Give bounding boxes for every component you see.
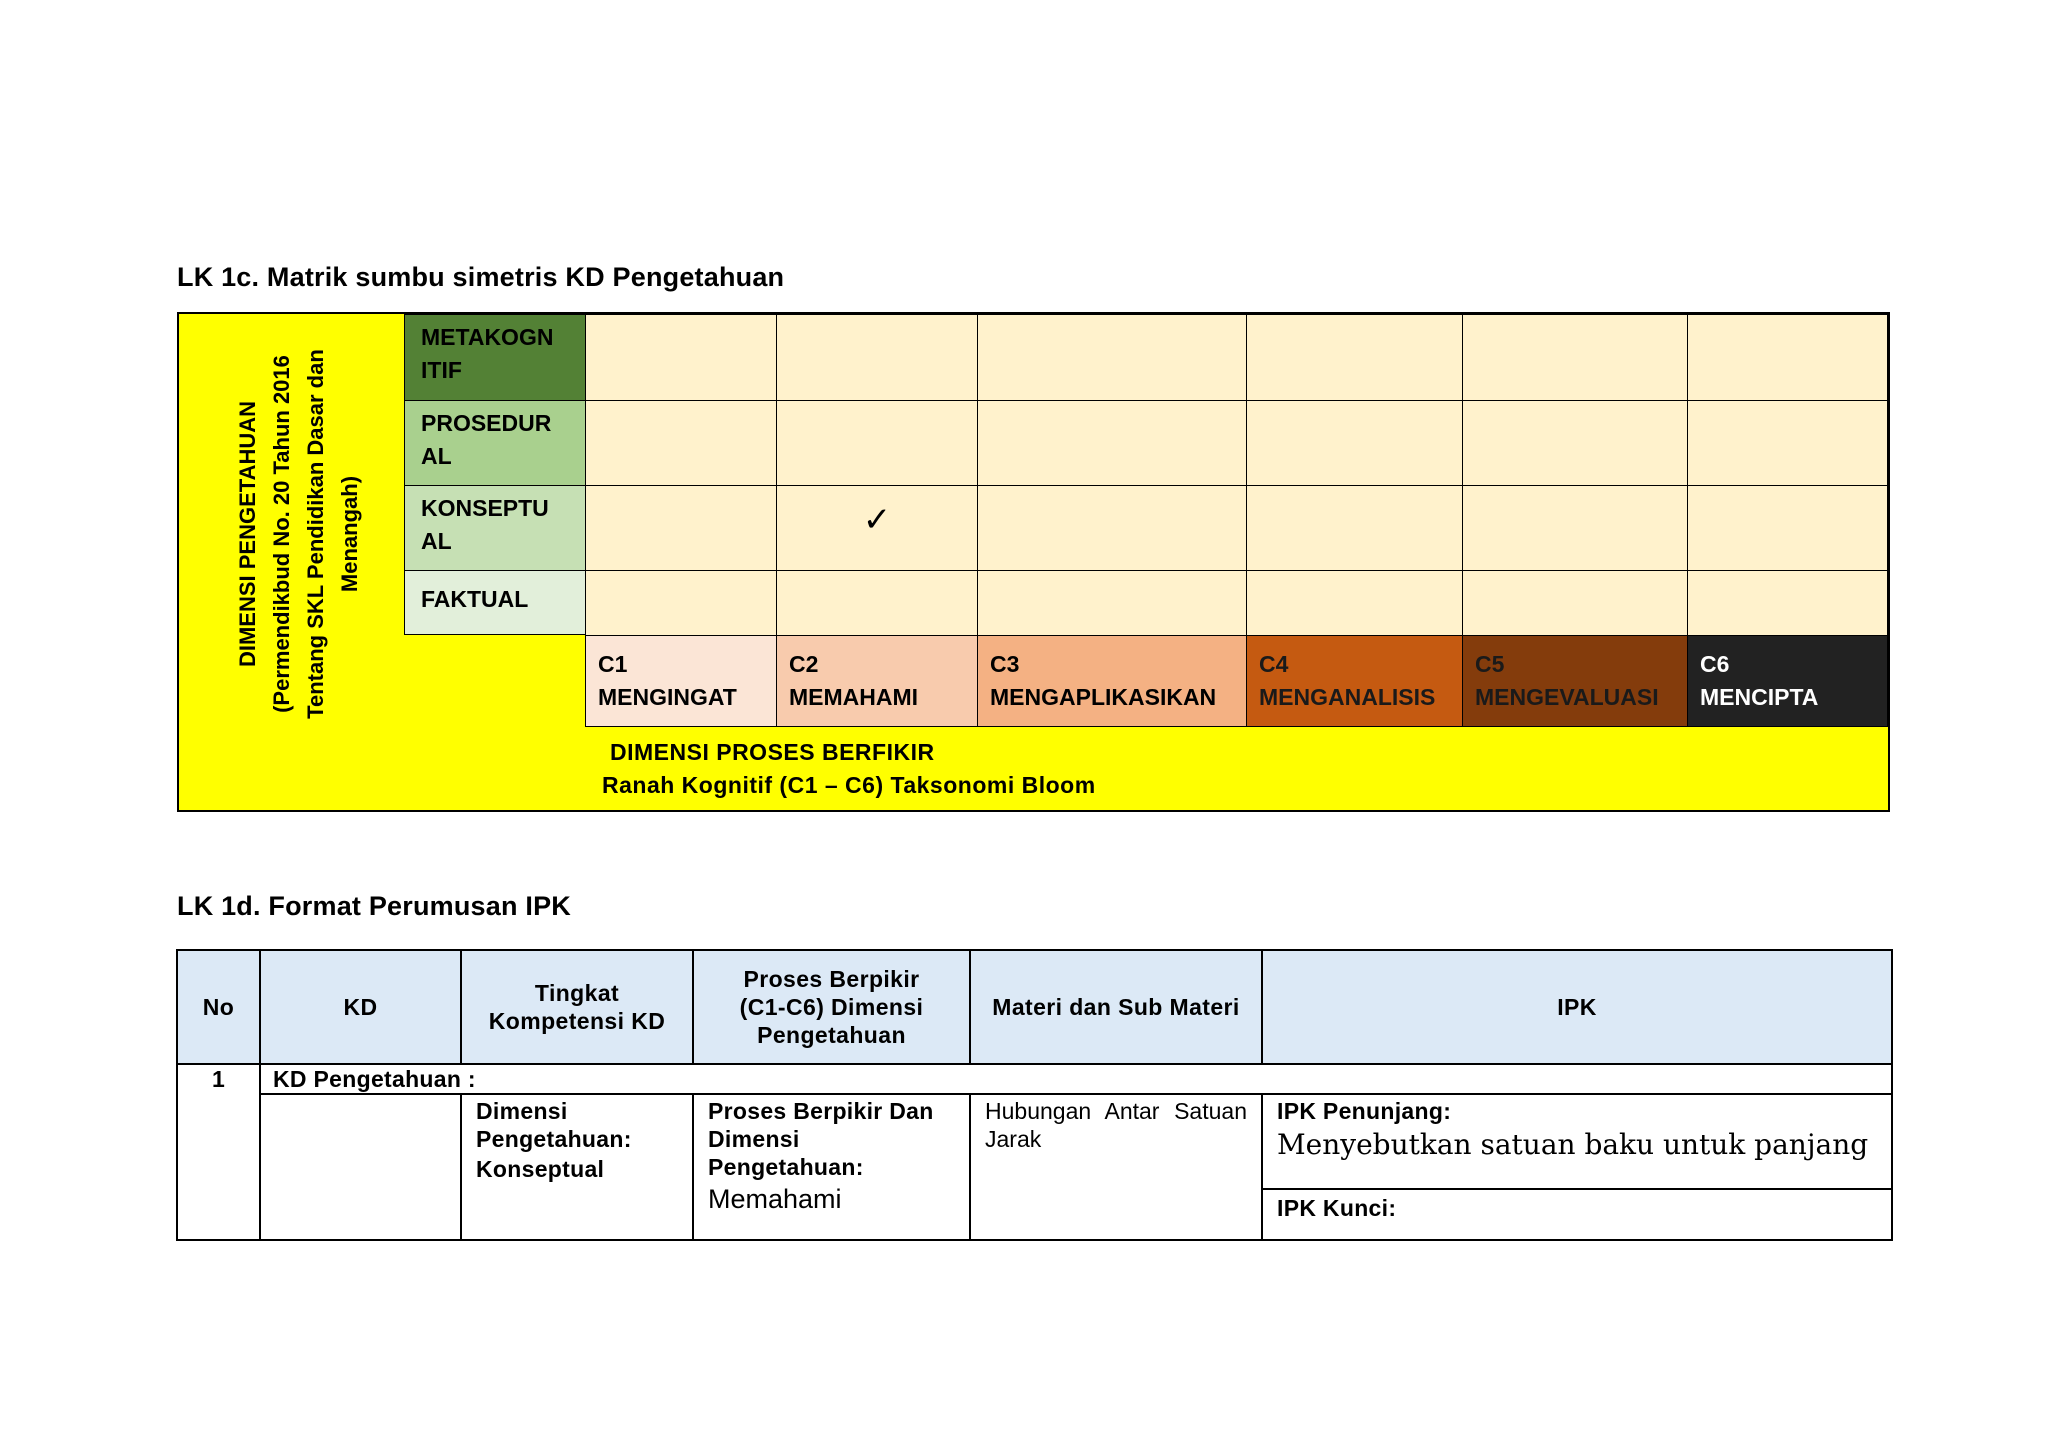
lk1c-title: LK 1c. Matrik sumbu simetris KD Pengetahuan [177,262,785,292]
ipk-format-table [176,949,1893,1241]
column-label: MENGAPLIKASIKAN [990,684,1217,710]
table-header-row [177,950,1892,1064]
matrix-cell [1246,570,1463,636]
column-label: MENGANALISIS [1259,684,1436,710]
header-no: No [177,950,260,1064]
row-number: 1 [211,1066,226,1092]
tingkat-value: Konseptual [476,1156,605,1182]
kd-pengetahuan-label: KD Pengetahuan : [273,1066,476,1092]
cell-ipk-penunjang [1262,1094,1892,1189]
tingkat-label: Dimensi Pengetahuan: [476,1098,632,1152]
matrix-cell [585,400,777,486]
matrix-cell [977,485,1247,571]
bloom-matrix [177,312,1890,812]
lk1d-title: LK 1d. Format Perumusan IPK [177,891,571,921]
column-code: C1 [598,651,628,677]
column-code: C2 [789,651,819,677]
cell-kd-pengetahuan [260,1064,1892,1094]
vertical-label-text: DIMENSI PENGETAHUAN (Permendikbud No. 20 Tahun 2016 Tentang SKL Pendidikan Dasar dan Menangah) [235,348,362,719]
caption-line-1: DIMENSI PROSES BERFIKIR [610,739,935,765]
row-label-metakognitif: METAKOGN ITIF [404,314,586,401]
check-mark-icon: ✓ [862,501,892,539]
ipk-kunci-label: IPK Kunci: [1277,1195,1397,1221]
matrix-cell [585,570,777,636]
cell-ipk-kunci [1262,1189,1892,1240]
proses-label: Proses Berpikir Dan Dimensi Pengetahuan: [708,1098,934,1180]
matrix-cell [1687,485,1888,571]
cell-kd-value [260,1094,461,1240]
ipk-penunjang-value: Menyebutkan satuan baku untuk panjang [1277,1128,1869,1161]
cell-materi [970,1094,1262,1240]
header-tingkat-text: Tingkat Kompetensi KD [488,980,666,1034]
matrix-cell [977,570,1247,636]
column-code: C3 [990,651,1020,677]
matrix-cell [977,400,1247,486]
proses-berfikir-caption [602,736,1096,802]
matrix-cell [1687,314,1888,401]
matrix-cell [1246,400,1463,486]
matrix-cell [776,570,978,636]
caption-line-2: Ranah Kognitif (C1 – C6) Taksonomi Bloom [602,772,1096,798]
row-label-prosedural: PROSEDUR AL [404,400,586,486]
column-c1 [585,635,777,727]
matrix-cell [776,314,978,401]
column-c6 [1687,635,1888,727]
column-code: C6 [1700,651,1730,677]
row-label-konseptual: KONSEPTU AL [404,485,586,571]
header-proses-text: Proses Berpikir (C1-C6) Dimensi Pengetahuan [739,966,924,1048]
header-ipk: IPK [1262,950,1892,1064]
row-label-faktual: FAKTUAL [404,570,586,635]
table-row [177,1094,1892,1189]
column-c3 [977,635,1247,727]
header-materi: Materi dan Sub Materi [970,950,1262,1064]
matrix-cell [1246,485,1463,571]
table-row-kd [177,1064,1892,1094]
column-c5 [1462,635,1688,727]
matrix-cell [1462,570,1688,636]
kd-value [261,1095,460,1099]
column-label: MENCIPTA [1700,684,1819,710]
materi-value: Hubungan Antar Satuan Jarak [985,1098,1247,1152]
matrix-cell [977,314,1247,401]
column-label: MENGINGAT [598,684,737,710]
matrix-cell [1246,314,1463,401]
column-code: C4 [1259,651,1289,677]
matrix-cell [776,400,978,486]
column-c2 [776,635,978,727]
header-tingkat-kompetensi [461,950,693,1064]
matrix-cell [1687,570,1888,636]
cell-proses [693,1094,970,1240]
column-label: MEMAHAMI [789,684,919,710]
matrix-cell-konseptual-c2 [776,485,978,571]
header-kd: KD [260,950,461,1064]
header-proses-berpikir [693,950,970,1064]
ipk-penunjang-label: IPK Penunjang: [1277,1098,1452,1124]
cell-tingkat [461,1094,693,1240]
column-label: MENGEVALUASI [1475,684,1659,710]
cell-no [177,1064,260,1240]
dimensi-pengetahuan-label [199,326,399,741]
matrix-cell [1462,400,1688,486]
matrix-cell [585,485,777,571]
matrix-cell [1462,485,1688,571]
matrix-cell [585,314,777,401]
column-code: C5 [1475,651,1505,677]
proses-value: Memahami [708,1184,842,1214]
column-c4 [1246,635,1463,727]
matrix-cell [1687,400,1888,486]
matrix-cell [1462,314,1688,401]
